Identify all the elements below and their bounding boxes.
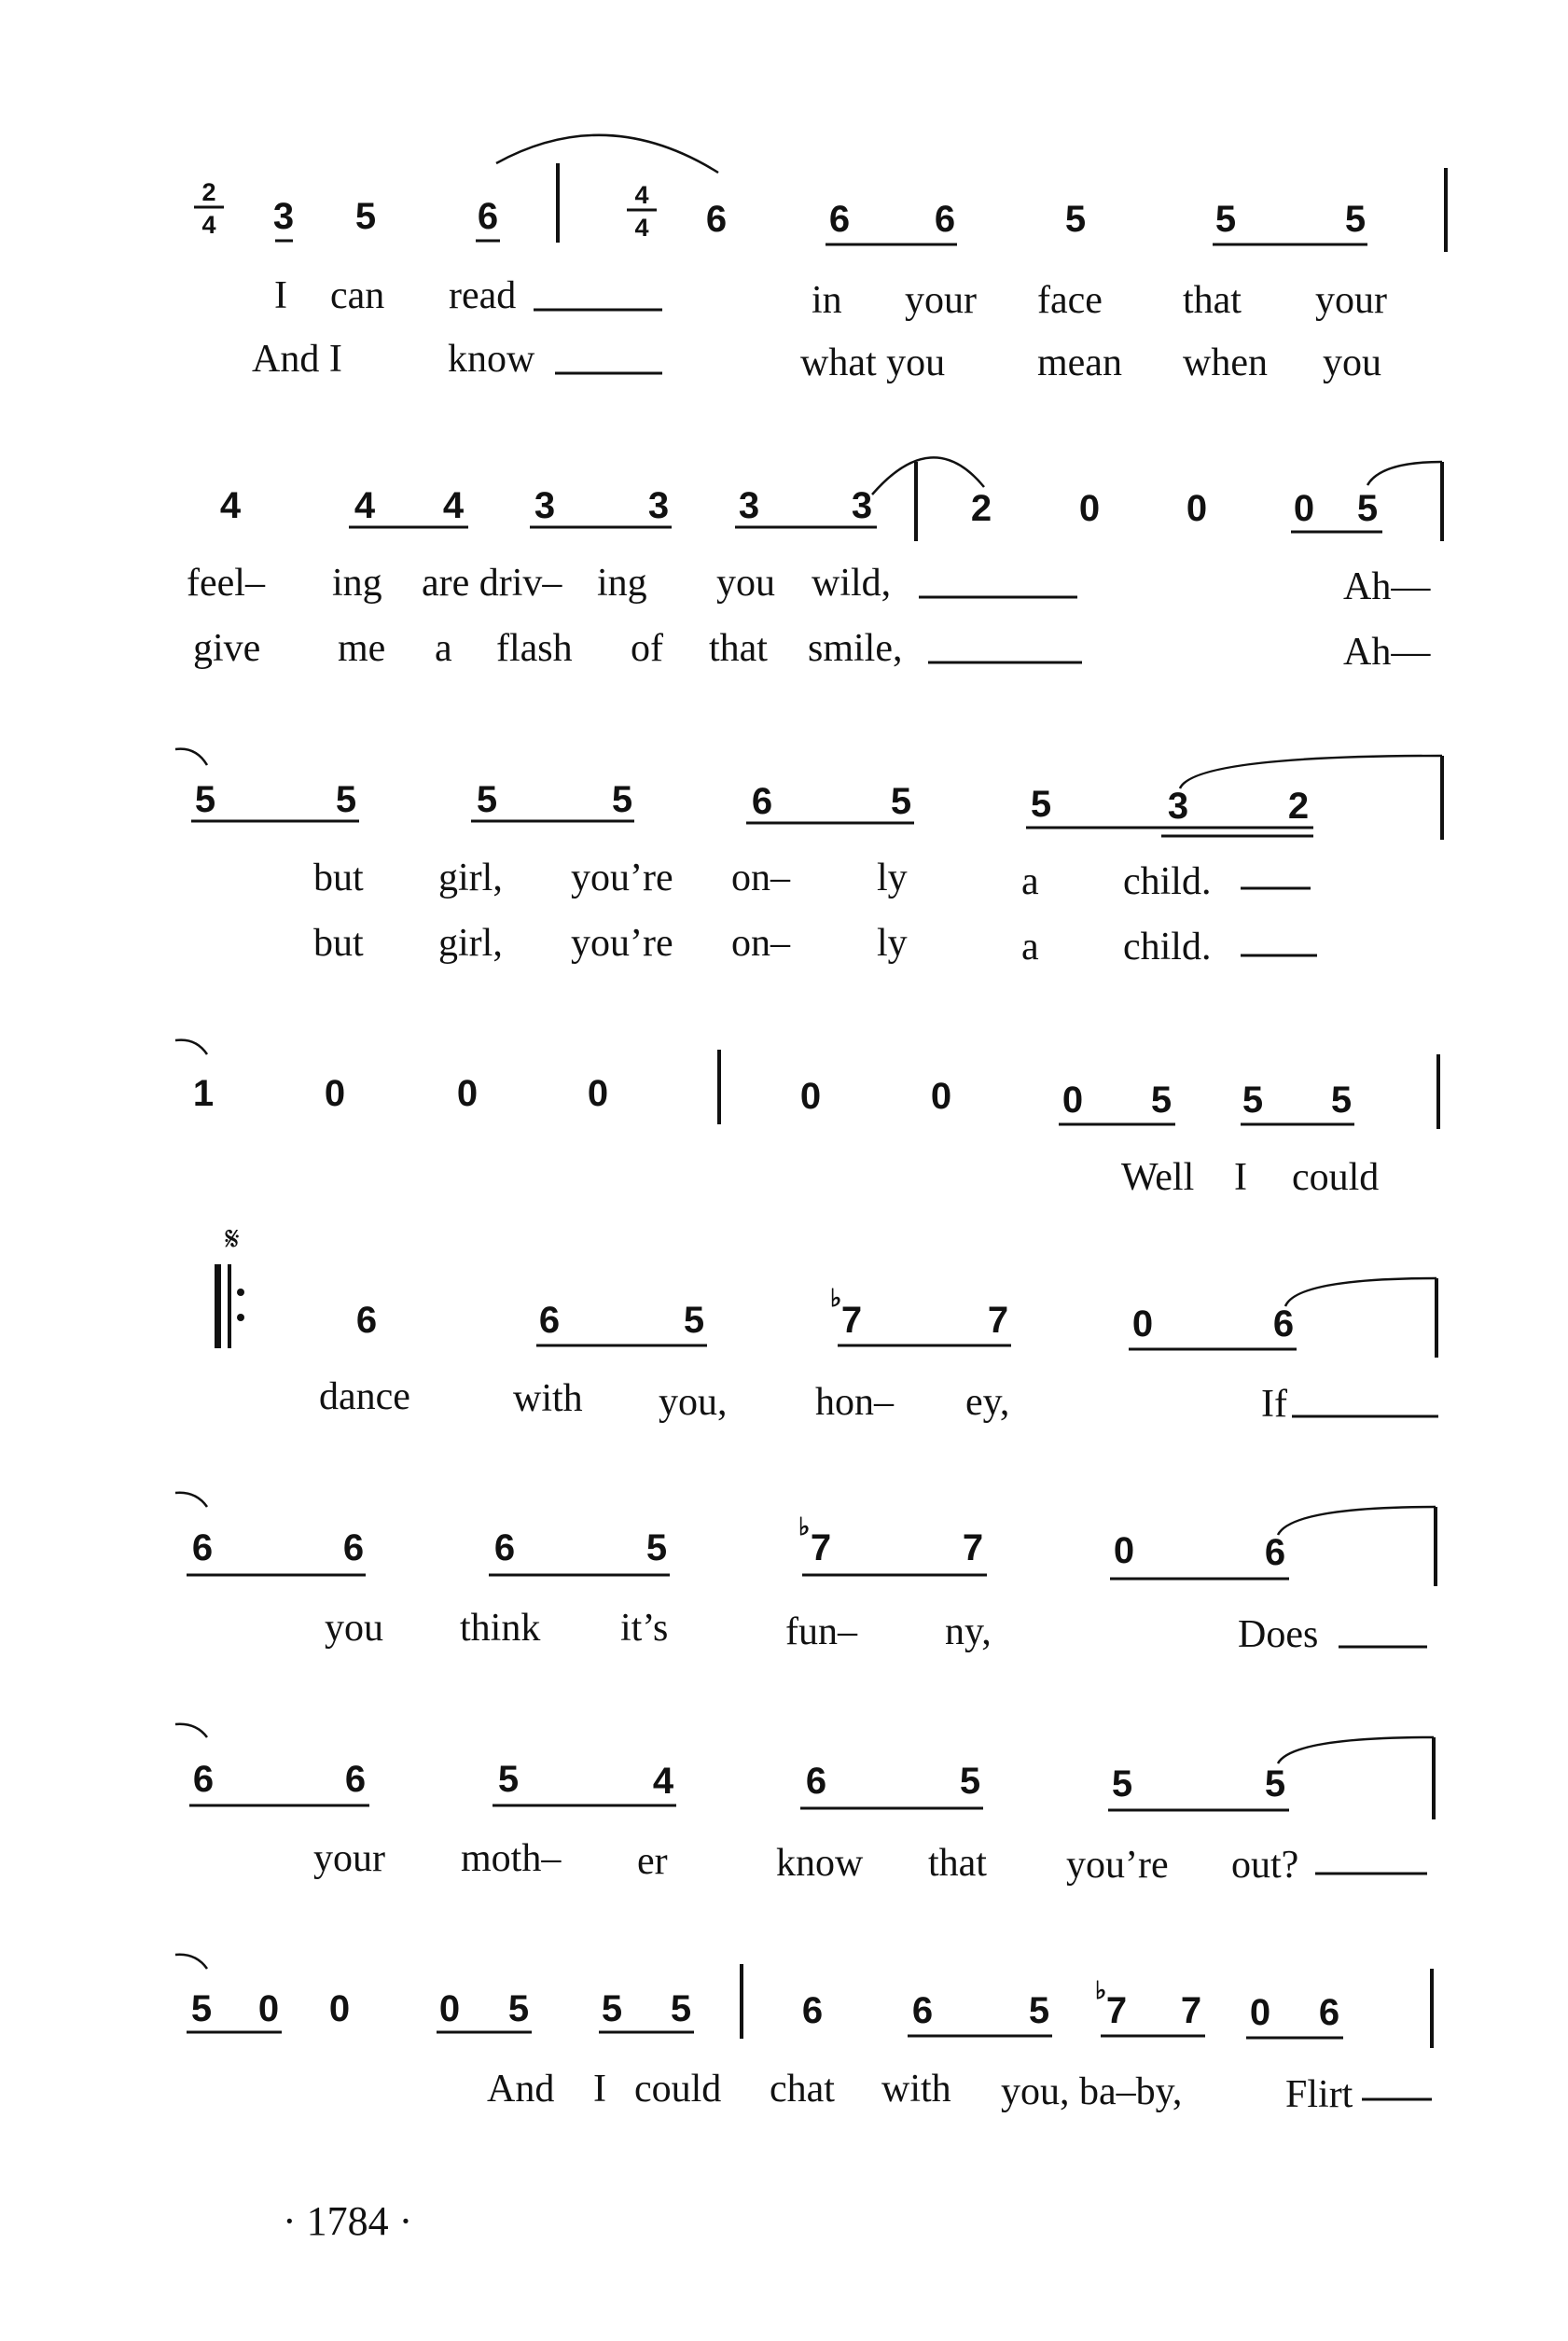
note: 5 bbox=[645, 1527, 668, 1568]
system-2 bbox=[187, 457, 1442, 674]
lyric-syllable: it’s bbox=[620, 1607, 669, 1650]
lyric-syllable: dance bbox=[319, 1375, 410, 1418]
note: 0 bbox=[1293, 488, 1315, 529]
lyric-syllable: ing bbox=[332, 562, 382, 605]
lyric-syllable: face bbox=[1037, 279, 1103, 322]
note: 2 bbox=[1287, 786, 1310, 827]
tie bbox=[175, 1724, 207, 1737]
note: 3 bbox=[647, 485, 670, 526]
time-signature-2-4 bbox=[194, 178, 224, 239]
note: 7 bbox=[840, 1300, 863, 1341]
lyric-syllable: child. bbox=[1123, 926, 1212, 968]
system-8 bbox=[175, 1955, 1432, 2116]
lyric-syllable: Does bbox=[1238, 1613, 1319, 1656]
system-1 bbox=[194, 135, 1446, 384]
note: 5 bbox=[1242, 1080, 1264, 1121]
note: 2 bbox=[970, 488, 992, 529]
lyric-syllable: fun– bbox=[785, 1610, 857, 1653]
tie bbox=[175, 749, 207, 765]
note: 6 bbox=[934, 199, 956, 240]
lyric-syllable: ly bbox=[877, 922, 908, 965]
tie bbox=[1278, 1507, 1436, 1535]
lyric-syllable: with bbox=[513, 1377, 583, 1420]
note: 7 bbox=[810, 1527, 832, 1568]
tie bbox=[496, 135, 718, 173]
lyric-syllable: could bbox=[634, 2068, 722, 2111]
note: 5 bbox=[476, 779, 498, 820]
score-mark bbox=[237, 1289, 244, 1296]
note: 5 bbox=[611, 779, 633, 820]
tie bbox=[1367, 462, 1442, 485]
lyric-syllable: give bbox=[193, 627, 261, 670]
lyric-syllable: moth– bbox=[461, 1837, 562, 1880]
note: 6 bbox=[705, 199, 728, 240]
lyric-syllable: If bbox=[1261, 1383, 1287, 1426]
lyric-syllable: think bbox=[460, 1607, 541, 1650]
lyric-syllable: Ah— bbox=[1343, 631, 1431, 674]
score-mark: 2 bbox=[201, 178, 216, 206]
lyric-syllable: you’re bbox=[571, 857, 673, 899]
tie bbox=[175, 1955, 207, 1969]
note: 0 bbox=[587, 1073, 609, 1114]
note: 0 bbox=[1078, 488, 1101, 529]
lyric-syllable: a bbox=[1021, 860, 1039, 903]
note: 0 bbox=[328, 1988, 351, 2029]
note: 5 bbox=[1264, 1763, 1286, 1805]
note: 5 bbox=[507, 1988, 530, 2029]
note: 5 bbox=[683, 1300, 705, 1341]
note: 6 bbox=[477, 196, 499, 237]
lyric-syllable: but bbox=[313, 922, 364, 965]
segno-sign: 𝄋 bbox=[225, 1220, 240, 1259]
note: 7 bbox=[1180, 1990, 1202, 2031]
note: 4 bbox=[354, 485, 376, 526]
lyric-syllable: on– bbox=[731, 857, 790, 899]
note: 5 bbox=[1028, 1990, 1050, 2031]
lyric-syllable: er bbox=[637, 1840, 668, 1883]
note: 5 bbox=[190, 1988, 213, 2029]
note: 5 bbox=[335, 779, 357, 820]
lyric-syllable: with bbox=[881, 2068, 951, 2111]
lyric-syllable: could bbox=[1292, 1156, 1380, 1199]
lyric-syllable: ny, bbox=[945, 1610, 992, 1653]
note: 0 bbox=[1131, 1303, 1154, 1345]
note: 0 bbox=[1062, 1080, 1084, 1121]
note: 6 bbox=[344, 1759, 367, 1800]
note: 6 bbox=[191, 1527, 214, 1568]
lyric-syllable: hon– bbox=[815, 1381, 894, 1424]
note: 5 bbox=[601, 1988, 623, 2029]
score-mark: 4 bbox=[634, 214, 649, 242]
lyric-syllable: a bbox=[1021, 926, 1039, 968]
note: 5 bbox=[1111, 1763, 1133, 1805]
note: 3 bbox=[851, 485, 873, 526]
lyric-syllable: you bbox=[1323, 341, 1381, 384]
note: 6 bbox=[538, 1300, 561, 1341]
flat-sign: ♭ bbox=[830, 1284, 842, 1312]
lyric-syllable: I bbox=[593, 2068, 606, 2111]
note: 6 bbox=[342, 1527, 365, 1568]
lyric-syllable: smile, bbox=[808, 627, 903, 670]
note: 5 bbox=[1030, 784, 1052, 825]
lyric-syllable: wild, bbox=[812, 562, 892, 605]
note: 3 bbox=[738, 485, 760, 526]
note: 6 bbox=[751, 781, 773, 822]
lyric-syllable: your bbox=[313, 1837, 385, 1880]
lyric-syllable: out? bbox=[1231, 1844, 1299, 1887]
lyric-syllable: you’re bbox=[1066, 1844, 1169, 1887]
system-3 bbox=[175, 749, 1442, 968]
note: 5 bbox=[670, 1988, 692, 2029]
lyric-syllable: child. bbox=[1123, 860, 1212, 903]
note: 7 bbox=[1105, 1990, 1128, 2031]
lyric-syllable: Flirt bbox=[1285, 2073, 1353, 2116]
lyric-syllable: you bbox=[325, 1607, 383, 1650]
note: 5 bbox=[194, 779, 216, 820]
lyric-syllable: ly bbox=[877, 857, 908, 899]
note: 3 bbox=[1167, 786, 1189, 827]
note: 0 bbox=[257, 1988, 280, 2029]
lyric-syllable: I bbox=[274, 274, 287, 317]
score-mark: 4 bbox=[634, 181, 649, 209]
flat-sign: ♭ bbox=[798, 1512, 811, 1540]
lyric-syllable: when bbox=[1183, 341, 1268, 384]
lyric-syllable: in bbox=[812, 279, 842, 322]
lyric-syllable: you’re bbox=[571, 922, 673, 965]
lyric-syllable: ing bbox=[597, 562, 647, 605]
system-7 bbox=[175, 1724, 1434, 1887]
score-mark bbox=[237, 1314, 244, 1321]
lyric-syllable: chat bbox=[770, 2068, 835, 2111]
tie bbox=[175, 1493, 207, 1507]
lyric-syllable: can bbox=[330, 274, 385, 317]
score-mark: 4 bbox=[201, 211, 216, 239]
note: 5 bbox=[959, 1761, 981, 1802]
note: 6 bbox=[828, 199, 851, 240]
lyric-syllable: you, bbox=[659, 1381, 728, 1424]
lyric-syllable: but bbox=[313, 857, 364, 899]
note: 6 bbox=[1272, 1303, 1295, 1345]
lyric-syllable: that bbox=[928, 1842, 987, 1885]
lyric-syllable: I bbox=[1234, 1156, 1247, 1199]
lyric-syllable: And bbox=[487, 2068, 555, 2111]
note: 0 bbox=[1186, 488, 1208, 529]
lyric-syllable: me bbox=[338, 627, 386, 670]
note: 5 bbox=[890, 781, 912, 822]
note: 6 bbox=[805, 1761, 827, 1802]
page-number: · 1784 · bbox=[283, 2198, 413, 2244]
lyric-syllable: on– bbox=[731, 922, 790, 965]
tie bbox=[1180, 756, 1442, 788]
note: 0 bbox=[1113, 1530, 1135, 1571]
lyric-syllable: your bbox=[1315, 279, 1387, 322]
note: 5 bbox=[1150, 1080, 1173, 1121]
lyric-syllable: that bbox=[1183, 279, 1242, 322]
lyric-syllable: Ah— bbox=[1343, 565, 1431, 608]
tie bbox=[175, 1040, 207, 1054]
lyric-syllable: read bbox=[449, 274, 517, 317]
note: 6 bbox=[493, 1527, 516, 1568]
note: 3 bbox=[272, 196, 295, 237]
lyric-syllable: that bbox=[709, 627, 768, 670]
system-5 bbox=[215, 1220, 1438, 1426]
note: 6 bbox=[1318, 1992, 1340, 2033]
note: 0 bbox=[324, 1073, 346, 1114]
note: 0 bbox=[930, 1076, 952, 1117]
note: 5 bbox=[1064, 199, 1087, 240]
tie bbox=[1278, 1737, 1434, 1763]
lyric-syllable: flash bbox=[496, 627, 573, 670]
lyric-syllable: girl, bbox=[438, 857, 503, 899]
note: 5 bbox=[1214, 199, 1237, 240]
note: 7 bbox=[987, 1300, 1009, 1341]
note: 1 bbox=[192, 1073, 215, 1114]
note: 5 bbox=[1330, 1080, 1353, 1121]
lyric-syllable: Well bbox=[1121, 1156, 1195, 1199]
lyric-syllable: your bbox=[905, 279, 977, 322]
lyric-syllable: ey, bbox=[965, 1381, 1010, 1424]
time-signature-4-4 bbox=[627, 181, 657, 242]
lyric-syllable: girl, bbox=[438, 922, 503, 965]
note: 6 bbox=[801, 1990, 824, 2031]
note: 0 bbox=[799, 1076, 822, 1117]
lyric-syllable: are driv– bbox=[422, 562, 562, 605]
note: 3 bbox=[534, 485, 556, 526]
note: 0 bbox=[438, 1988, 461, 2029]
note: 4 bbox=[442, 485, 465, 526]
lyric-syllable: feel– bbox=[187, 562, 265, 605]
system-4 bbox=[175, 1040, 1438, 1199]
lyric-syllable: a bbox=[435, 627, 452, 670]
note: 6 bbox=[911, 1990, 934, 2031]
note: 5 bbox=[354, 196, 377, 237]
lyric-syllable: you bbox=[716, 562, 775, 605]
note: 5 bbox=[497, 1759, 520, 1800]
tie bbox=[872, 457, 984, 495]
lyric-syllable: know bbox=[776, 1842, 864, 1885]
note: 7 bbox=[962, 1527, 984, 1568]
lyric-syllable: of bbox=[631, 627, 663, 670]
system-6 bbox=[175, 1493, 1436, 1656]
note: 4 bbox=[652, 1761, 674, 1802]
lyric-syllable: And I bbox=[252, 338, 342, 381]
repeat-start bbox=[215, 1264, 244, 1348]
lyric-syllable: know bbox=[448, 338, 535, 381]
score-mark bbox=[215, 1264, 221, 1348]
note: 5 bbox=[1356, 488, 1379, 529]
tie bbox=[1285, 1278, 1436, 1306]
lyric-syllable: mean bbox=[1037, 341, 1122, 384]
lyric-syllable: you, ba–by, bbox=[1001, 2070, 1183, 2113]
lyric-syllable: what you bbox=[800, 341, 946, 384]
flat-sign: ♭ bbox=[1095, 1976, 1107, 2004]
note: 0 bbox=[456, 1073, 479, 1114]
note: 6 bbox=[192, 1759, 215, 1800]
note: 4 bbox=[219, 485, 242, 526]
note: 5 bbox=[1344, 199, 1367, 240]
note: 6 bbox=[355, 1300, 378, 1341]
note: 6 bbox=[1264, 1532, 1286, 1573]
note: 0 bbox=[1249, 1992, 1271, 2033]
